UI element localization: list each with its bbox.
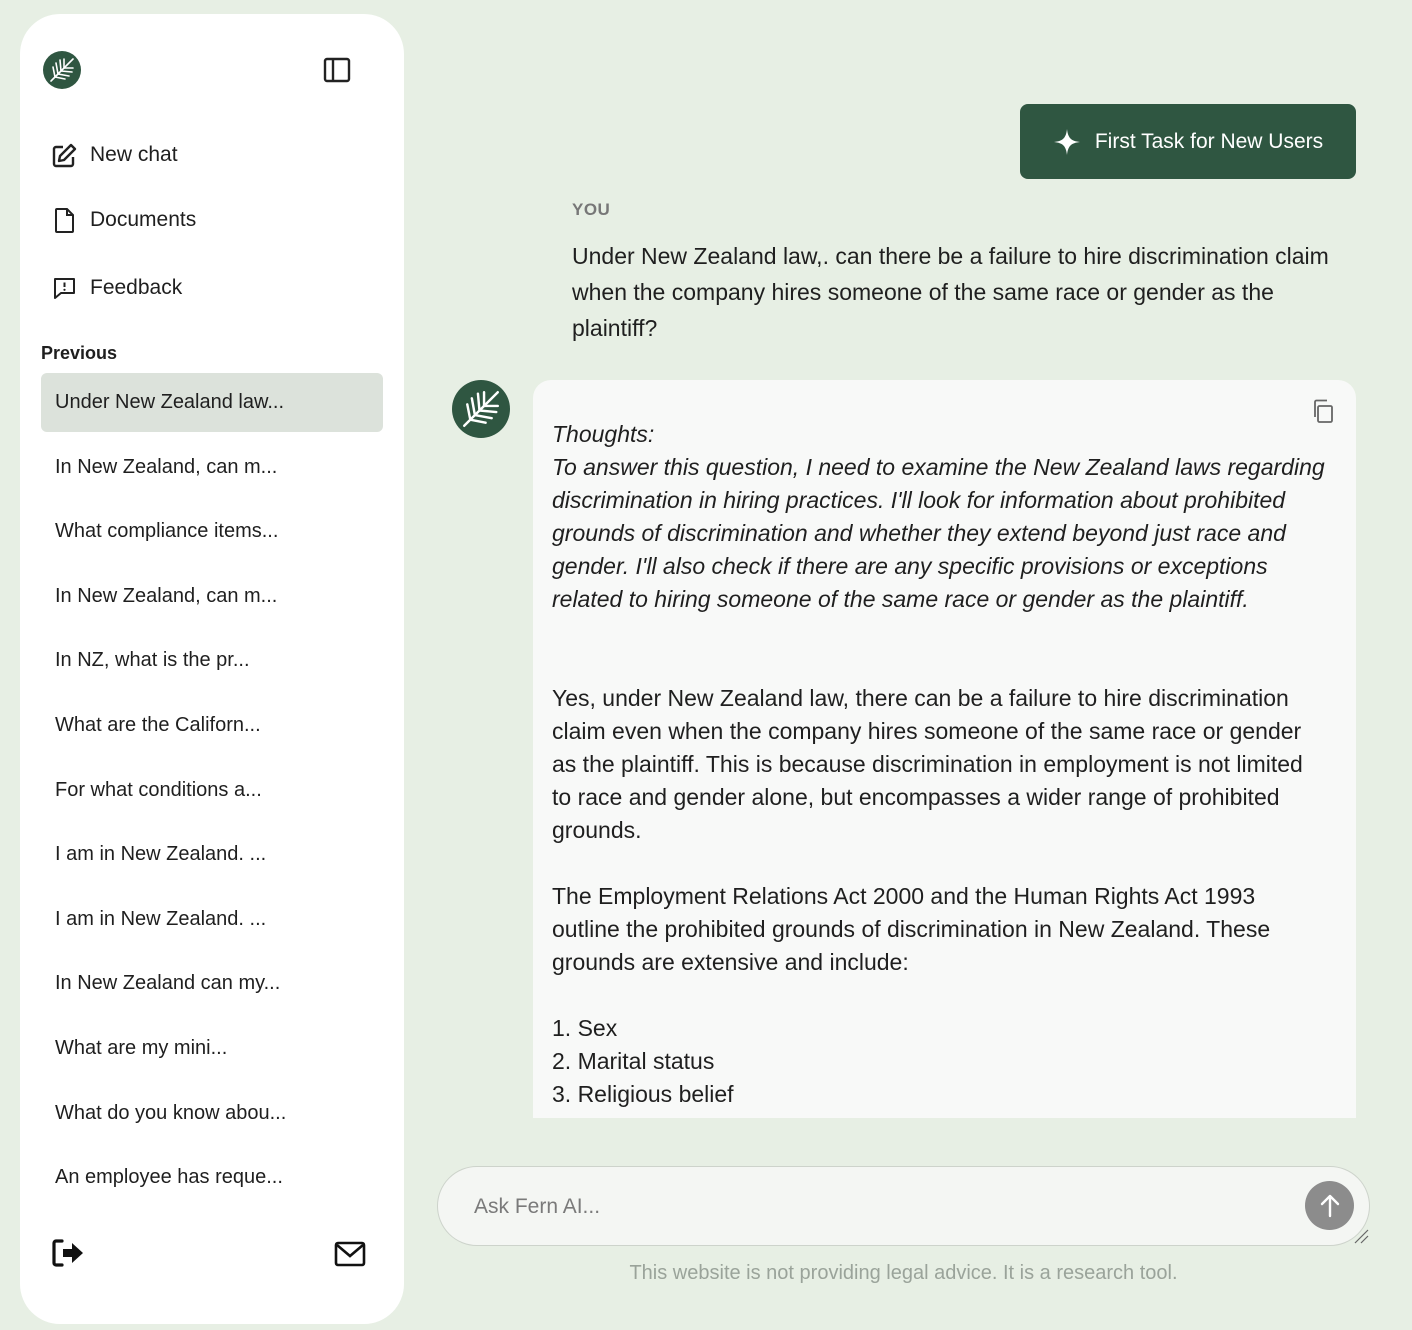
new-chat-button[interactable] (52, 138, 178, 172)
feedback-icon (52, 276, 77, 301)
sparkle-icon (1053, 128, 1081, 156)
assistant-answer: Yes, under New Zealand law, there can be a failure to hire discrimination claim even when the company hires someone of the same race or gender as the plaintiff. This is because discrimination in employment is not limited to race and gender alone, but encompasses a wider range of prohibited grounds. The Employment Relations Act 2000 and the Human Rights Act 1993 outline the prohibited grounds of discrimination in New Zealand. These grounds are extensive and include: 1. Sex 2. Marital status 3. Religious belief (552, 685, 1303, 1107)
documents-button[interactable] (52, 203, 196, 237)
mail-icon[interactable] (334, 1241, 366, 1267)
user-label: YOU (572, 200, 611, 219)
first-task-label: First Task for New Users (1094, 129, 1324, 153)
assistant-response-card (533, 380, 1356, 1118)
history-item[interactable]: I am in New Zealand. ... (55, 843, 267, 866)
sidebar (20, 14, 404, 1324)
composer (437, 1166, 1370, 1246)
history-item[interactable]: In NZ, what is the pr... (55, 649, 250, 672)
previous-section-label: Previous (41, 343, 118, 363)
document-icon (52, 207, 77, 234)
feedback-label: Feedback (90, 276, 183, 299)
arrow-up-icon (1319, 1194, 1341, 1218)
history-item[interactable]: What do you know abou... (55, 1101, 287, 1124)
history-item[interactable]: In New Zealand, can m... (55, 455, 278, 478)
sidebar-toggle-icon[interactable] (323, 56, 351, 84)
assistant-thoughts: Thoughts: To answer this question, I need to examine the New Zealand laws regarding discrimination in hiring practices. I'll look for information about prohibited grounds of discrimination and whether they extend beyond just race and gender. I'll also check if there are any specific provisions or exceptions related to hiring someone of the same race or gender as the plaintiff. (552, 421, 1325, 612)
chat-input[interactable] (474, 1187, 1254, 1227)
documents-label: Documents (90, 208, 197, 231)
history-item[interactable]: Under New Zealand law... (41, 373, 383, 432)
chat-history-list (41, 373, 383, 1213)
fern-logo-icon (43, 51, 81, 89)
history-item[interactable]: In New Zealand, can m... (55, 584, 278, 607)
history-item[interactable]: What are the Californ... (55, 713, 261, 736)
resize-handle-icon[interactable] (1353, 1228, 1369, 1244)
logout-icon[interactable] (51, 1238, 85, 1268)
user-message: Under New Zealand law,. can there be a failure to hire discrimination claim when the company hires someone of the same race or gender as the plaintiff? (572, 243, 1329, 341)
history-item[interactable]: What compliance items... (55, 520, 279, 543)
history-item[interactable]: In New Zealand can my... (55, 972, 281, 995)
history-item[interactable]: An employee has reque... (55, 1166, 283, 1189)
edit-icon (52, 143, 77, 168)
copy-icon[interactable] (1310, 398, 1336, 424)
feedback-button[interactable] (52, 271, 182, 305)
send-button[interactable] (1305, 1181, 1354, 1230)
fern-avatar-icon (452, 380, 510, 438)
new-chat-label: New chat (90, 143, 178, 166)
history-item[interactable]: I am in New Zealand. ... (55, 907, 267, 930)
history-item[interactable]: For what conditions a... (55, 778, 262, 801)
first-task-button[interactable] (1020, 104, 1356, 179)
window-edge (0, 0, 4, 1330)
disclaimer-text: This website is not providing legal advice. It is a research tool. (629, 1262, 1178, 1284)
history-item[interactable]: What are my mini... (55, 1036, 228, 1059)
